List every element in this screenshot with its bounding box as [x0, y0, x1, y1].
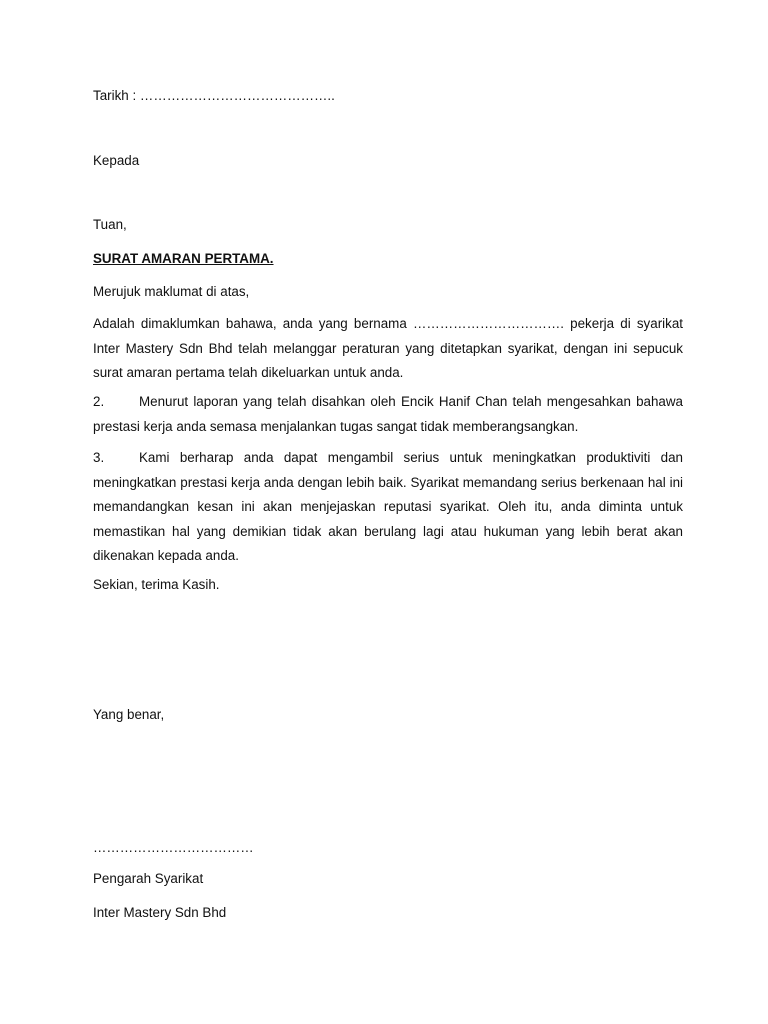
date-placeholder-dots: …………………………………….. — [139, 88, 335, 103]
signature-dots: ……………………………… — [93, 840, 254, 855]
signatory-title: Pengarah Syarikat — [93, 871, 204, 886]
closing-line: Sekian, terima Kasih. — [93, 577, 220, 592]
date-separator: : — [132, 88, 137, 103]
sign-off: Yang benar, — [93, 707, 165, 722]
paragraph-3 — [93, 446, 683, 569]
paragraph-1-lead: Adalah dimaklumkan bahawa, anda yang bernama — [93, 316, 413, 331]
paragraph-3-number: 3. — [93, 450, 105, 465]
paragraph-1-rest: pekerja di syarikat Inter Mastery Sdn Bhd telah melanggar peraturan yang ditetapkan syarikat, dengan ini sepucuk surat amaran pertama telah dikeluarkan untuk anda. — [93, 316, 683, 380]
paragraph-2 — [93, 390, 683, 439]
recipient-label: Kepada — [93, 153, 140, 168]
paragraph-1 — [93, 312, 683, 386]
signatory-company: Inter Mastery Sdn Bhd — [93, 905, 227, 920]
date-line — [93, 88, 335, 104]
date-label: Tarikh — [93, 88, 129, 103]
salutation: Tuan, — [93, 217, 127, 232]
paragraph-3-text: Kami berharap anda dapat mengambil serius untuk meningkatkan produktiviti dan meningkatkan prestasi kerja anda dengan lebih baik. Syarikat memandang serius berkenaan hal ini memandangkan kesan ini akan menjejaskan reputasi syarikat. Oleh itu, anda diminta untuk memastikan hal yang demikian tidak akan berulang lagi atau hukuman yang lebih berat akan dikenakan kepada anda. — [93, 450, 683, 563]
paragraph-2-text: Menurut laporan yang telah disahkan oleh Encik Hanif Chan telah mengesahkan bahawa prestasi kerja anda semasa menjalankan tugas sangat tidak memberangsangkan. — [93, 394, 683, 434]
opening-line: Merujuk maklumat di atas, — [93, 284, 250, 299]
employee-name-dots: ……………………………. — [412, 316, 564, 331]
paragraph-2-number: 2. — [93, 394, 105, 409]
letter-subject: SURAT AMARAN PERTAMA. — [93, 251, 274, 266]
